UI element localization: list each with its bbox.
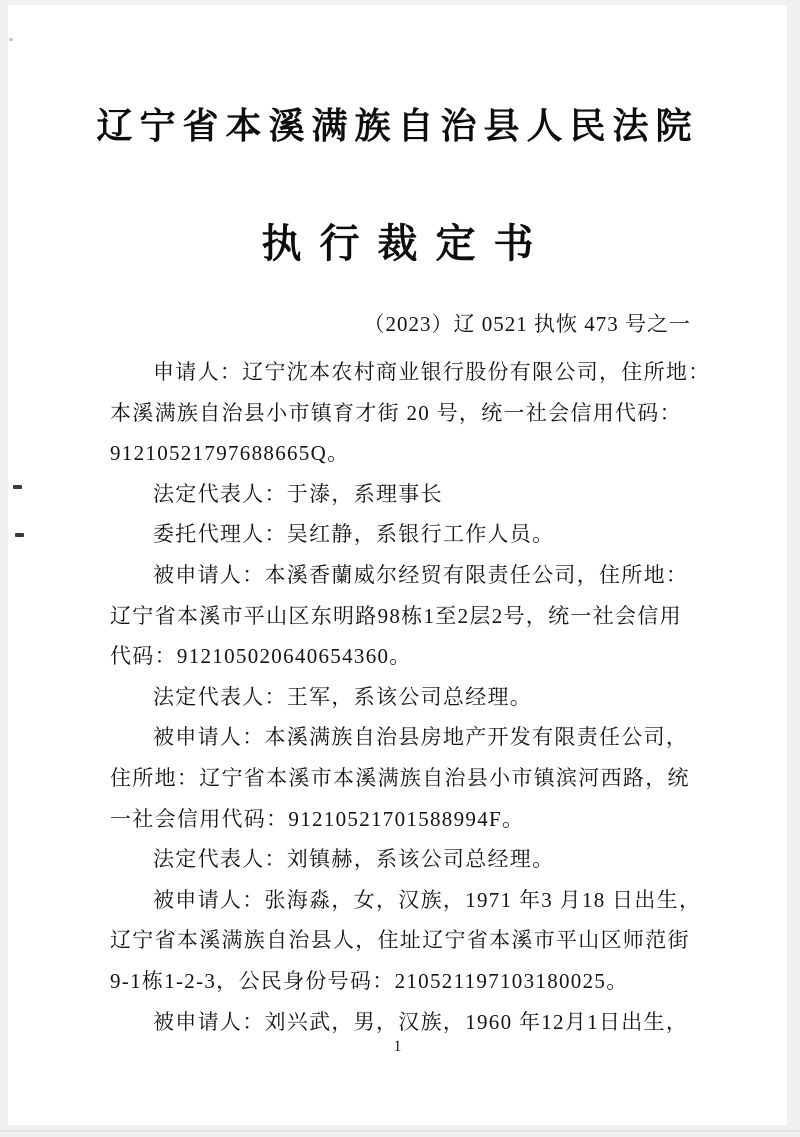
document-page [8,5,787,1125]
case-number: （2023）辽 0521 执恢 473 号之一 [363,312,691,336]
document-line: 被申请人：张海淼，女，汉族，1971 年3 月18 日出生， [153,887,702,912]
document-line: 法定代表人：王军，系该公司总经理。 [153,684,533,709]
document-line: 被申请人：本溪香蘭威尔经贸有限责任公司，住所地： [153,562,689,587]
document-line: 申请人：辽宁沈本农村商业银行股份有限公司，住所地： [153,360,711,384]
scan-artifact [13,485,22,489]
document-line: 法定代表人：于溙，系理事长 [153,481,443,506]
document-line: 一社会信用代码：91210521701588994F。 [110,806,525,831]
scan-edge-line [0,1130,800,1132]
document-line: 被申请人：本溪满族自治县房地产开发有限责任公司， [153,725,689,750]
document-line: 辽宁省本溪市平山区东明路98栋1至2层2号，统一社会信用 [110,603,682,628]
page-number: 1 [393,1038,402,1055]
scan-artifact [9,38,13,41]
document-body [110,352,711,1042]
document-line: 被申请人：刘兴武，男，汉族，1960 年12月1日出生， [153,1009,689,1034]
court-name-heading: 辽宁省本溪满族自治县人民法院 [96,106,699,146]
document-line: 本溪满族自治县小市镇育才街 20 号，统一社会信用代码： [110,400,682,425]
document-line: 代码：912105020640654360。 [110,644,412,669]
document-line: 法定代表人：刘镇赫，系该公司总经理。 [153,847,555,872]
document-title: 执行裁定书 [261,221,552,266]
scan-artifact [15,533,24,537]
document-line: 住所地：辽宁省本溪市本溪满族自治县小市镇滨河西路，统 [110,765,690,790]
document-line: 91210521797688665Q。 [110,441,350,466]
document-line: 委托代理人：吴红静，系银行工作人员。 [153,522,555,547]
document-line: 辽宁省本溪满族自治县人，住址辽宁省本溪市平山区师范街 [110,928,690,953]
document-line: 9-1栋1-2-3，公民身份号码：210521197103180025。 [110,968,629,993]
